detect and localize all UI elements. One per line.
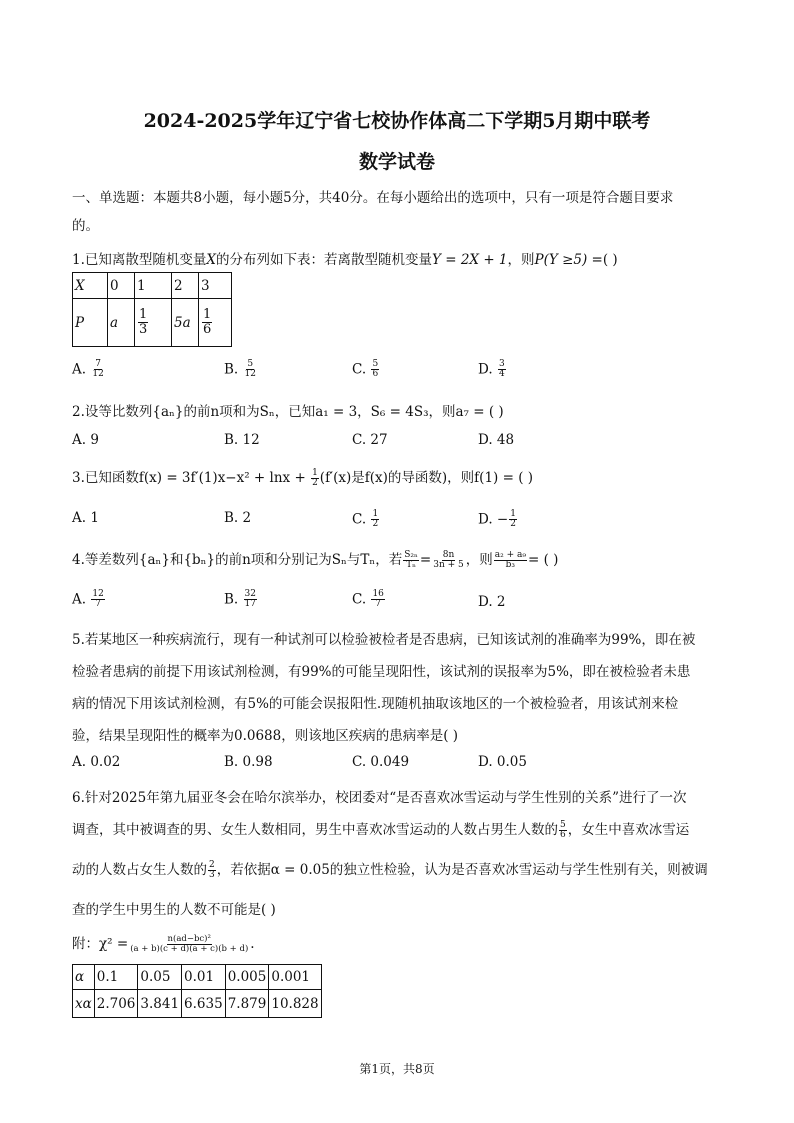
table-cell: 2.706	[94, 990, 138, 1018]
q2-option-a[interactable]: A. 9	[72, 432, 99, 448]
table-cell: 10.828	[269, 990, 322, 1018]
q1-text-c: ，则	[507, 252, 535, 268]
table-cell: 6.635	[182, 990, 226, 1018]
page-subtitle: 数学试卷	[358, 151, 435, 173]
q5-option-c[interactable]: C. 0.049	[352, 754, 410, 770]
question-6-line4: 查的学生中男生的人数不可能是( )	[72, 902, 276, 918]
q6-appendix: 附：χ² = $\frac{\text{n(ad−bc)²}}{(a + b)(c + d)(a + c)(b + d)}$ .	[72, 934, 255, 954]
fraction: $\frac{32}{17}$	[244, 589, 256, 610]
q4-option-d[interactable]: D. 2	[478, 594, 506, 610]
fraction: $\frac{1}{6}$	[203, 307, 212, 337]
fraction: $\frac{\text{S₂ₙ}}{\text{Tₙ}}$	[404, 549, 418, 570]
q1-option-b[interactable]: B. $\frac{5}{12}$	[224, 359, 256, 380]
fraction: $\frac{3}{4}$	[498, 359, 505, 380]
fraction: $\frac{1}{3}$	[139, 307, 148, 337]
table-cell: 0	[108, 273, 135, 299]
fraction: $\frac{7}{12}$	[92, 359, 104, 380]
question-6-line3: 动的人数占女生人数的 $\frac{2}{3}$ ，若依据α = 0.05的独立性检验，认为是否喜欢冰雪运动与学生性别有关，则被调	[72, 859, 708, 880]
table-cell: 0.1	[94, 965, 138, 990]
q4-option-a[interactable]: A. $\frac{12}{7}$	[72, 589, 104, 610]
table-cell: xα	[73, 990, 95, 1018]
q3-option-b[interactable]: B. 2	[224, 510, 252, 526]
fraction: $\frac{8n}{3n + 5}$	[433, 549, 464, 570]
table-cell: 7.879	[225, 990, 269, 1018]
table-cell	[135, 299, 172, 347]
q1-option-d[interactable]: D. $\frac{3}{4}$	[478, 359, 505, 380]
q2-option-d[interactable]: D. 48	[478, 432, 515, 448]
q1-option-c[interactable]: C. $\frac{5}{6}$	[352, 359, 379, 380]
q3-option-a[interactable]: A. 1	[72, 510, 99, 526]
fraction: $\frac{1}{2}$	[312, 467, 318, 488]
fraction: $\frac{5}{12}$	[244, 359, 256, 380]
q6-critical-value-table	[72, 964, 322, 1018]
table-cell	[199, 299, 232, 347]
fraction: $\frac{1}{2}$	[372, 509, 379, 530]
question-6-line2: 调查，其中被调查的男、女生人数相同，男生中喜欢冰雪运动的人数占男生人数的 $\frac{5}{6}$ ，女生中喜欢冰雪运	[72, 819, 690, 840]
table-cell: a	[108, 299, 135, 347]
q2-option-c[interactable]: C. 27	[352, 432, 388, 448]
q3-option-d[interactable]: D. − $\frac{1}{2}$	[478, 509, 516, 530]
q1-eq: Y = 2X + 1	[432, 252, 508, 268]
table-cell: 0.001	[269, 965, 322, 990]
question-2-text: 2.设等比数列{aₙ}的前n项和为Sₙ，已知a₁ = 3，S₆ = 4S₃，则a₇ = ( )	[72, 404, 504, 420]
q1-var: X	[206, 252, 217, 268]
question-5-line: 病的情况下用该试剂检测，有5%的可能会误报阳性.现随机抽取该地区的一个被检验者，用该试剂来检	[72, 696, 679, 712]
fraction: $\frac{5}{6}$	[372, 359, 379, 380]
table-cell: 0.01	[182, 965, 226, 990]
question-1-text	[72, 248, 618, 268]
q5-option-a[interactable]: A. 0.02	[72, 754, 121, 770]
table-cell: X	[73, 273, 108, 299]
table-cell: α	[73, 965, 95, 990]
question-4-text: 4.等差数列{aₙ}和{bₙ}的前n项和分别记为Sₙ与Tₙ，若 $\frac{\text{S₂ₙ}}{\text{Tₙ}}$ = $\frac{8n}{3n + 5}$ ，则 $\frac{\text{a₂ + a₉}}{\text{b₃}}$ = ( )	[72, 549, 559, 570]
question-3-text: 3.已知函数f(x) = 3f′(1)x−x² + lnx + $\frac{1}{2}$ (f′(x)是f(x)的导函数)，则f(1) = ( )	[72, 467, 534, 488]
q5-option-d[interactable]: D. 0.05	[478, 754, 527, 770]
page-footer: 第1页，共8页	[359, 1062, 435, 1076]
table-cell: 3	[199, 273, 232, 299]
section-intro-line2: 的。	[72, 218, 99, 234]
q1-distribution-table	[72, 272, 232, 347]
fraction: $\frac{16}{7}$	[372, 589, 384, 610]
table-cell: 3.841	[138, 990, 182, 1018]
fraction: $\frac{12}{7}$	[92, 589, 104, 610]
q3-option-c[interactable]: C. $\frac{1}{2}$	[352, 509, 379, 530]
q1-option-a[interactable]: A. $\frac{7}{12}$	[72, 359, 104, 380]
table-cell: 0.05	[138, 965, 182, 990]
question-5-line: 5.若某地区一种疾病流行，现有一种试剂可以检验被检者是否患病，已知该试剂的准确率为99%，即在被	[72, 632, 696, 648]
table-cell: 2	[172, 273, 199, 299]
q1-paren: ( )	[602, 252, 618, 268]
fraction: $\frac{\text{n(ad−bc)²}}{(a + b)(c + d)(a + c)(b + d)}$	[130, 934, 249, 954]
q1-text-a: 1.已知离散型随机变量	[72, 252, 207, 268]
table-cell: 5a	[172, 299, 199, 347]
fraction: $\frac{\text{a₂ + a₉}}{\text{b₃}}$	[494, 549, 526, 570]
fraction: $\frac{5}{6}$	[560, 819, 566, 840]
fraction: $\frac{2}{3}$	[209, 859, 215, 880]
page-title: 2024-2025学年辽宁省七校协作体高二下学期5月期中联考	[143, 110, 651, 132]
q1-prob: P(Y ≥5) =	[534, 252, 603, 268]
q1-text-b: 的分布列如下表：若离散型随机变量	[216, 252, 433, 268]
q2-option-b[interactable]: B. 12	[224, 432, 260, 448]
q4-option-c[interactable]: C. $\frac{16}{7}$	[352, 589, 384, 610]
table-cell: 0.005	[225, 965, 269, 990]
q4-option-b[interactable]: B. $\frac{32}{17}$	[224, 589, 256, 610]
section-intro-line1: 一、单选题：本题共8小题，每小题5分，共40分。在每小题给出的选项中，只有一项是符合题目要求	[72, 190, 674, 206]
question-6-line1: 6.针对2025年第九届亚冬会在哈尔滨举办，校团委对“是否喜欢冰雪运动与学生性别的关系”进行了一次	[72, 790, 687, 806]
table-cell: 1	[135, 273, 172, 299]
question-5-line: 检验者患病的前提下用该试剂检测，有99%的可能呈现阳性，该试剂的误报率为5%，即在被检验者未患	[72, 664, 691, 680]
question-5-line: 验，结果呈现阳性的概率为0.0688，则该地区疾病的患病率是( )	[72, 728, 459, 744]
fraction: $\frac{1}{2}$	[510, 509, 516, 530]
table-cell: P	[73, 299, 108, 347]
q5-option-b[interactable]: B. 0.98	[224, 754, 273, 770]
